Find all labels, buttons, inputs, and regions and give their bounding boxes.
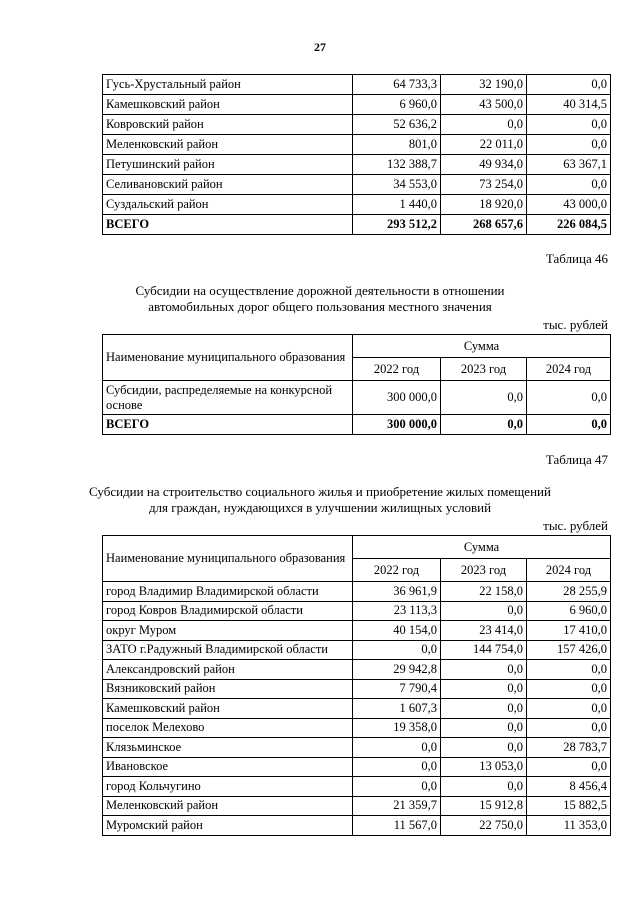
- table47-cell-name: город Владимир Владимирской области: [103, 582, 353, 602]
- table47-cell-v2: 22 158,0: [441, 582, 527, 602]
- table46-title-line1: Субсидии на осуществление дорожной деятельности в отношении: [135, 283, 505, 298]
- table46-cell-v1: 300 000,0: [353, 381, 441, 415]
- table47-cell-v2: 15 912,8: [441, 796, 527, 816]
- table47-row: [103, 757, 611, 777]
- table46-year-2024: 2024 год: [527, 358, 611, 381]
- table46-year-2022: 2022 год: [353, 358, 441, 381]
- table47-cell-name: город Ковров Владимирской области: [103, 601, 353, 621]
- table47-cell-name: Клязьминское: [103, 738, 353, 758]
- table47-cell-v2: 23 414,0: [441, 621, 527, 641]
- table46-header-sum: Сумма: [353, 335, 611, 358]
- table47-cell-v3: 28 255,9: [527, 582, 611, 602]
- table-top-cell-v2: 49 934,0: [441, 155, 527, 175]
- table47-cell-name: поселок Мелехово: [103, 718, 353, 738]
- table-top-cell-v1: 34 553,0: [353, 175, 441, 195]
- table47-row: [103, 699, 611, 719]
- table-top: [102, 74, 611, 235]
- table47-row: [103, 718, 611, 738]
- table-top-row: [103, 75, 611, 95]
- table46-header-name: Наименование муниципального образования: [103, 335, 353, 381]
- table46-total-cell-v3: 0,0: [527, 415, 611, 435]
- table-top-cell-name: Селивановский район: [103, 175, 353, 195]
- table46-total-row: [103, 415, 611, 435]
- table47-cell-v3: 0,0: [527, 699, 611, 719]
- table47-cell-v2: 0,0: [441, 777, 527, 797]
- table47-title-line2: для граждан, нуждающихся в улучшении жилищных условий: [148, 500, 492, 515]
- table47-cell-v2: 0,0: [441, 679, 527, 699]
- table47-cell-v1: 36 961,9: [353, 582, 441, 602]
- table47-title-line1: Субсидии на строительство социального жилья и приобретение жилых помещений: [89, 484, 551, 499]
- table-top-cell-v2: 0,0: [441, 115, 527, 135]
- table46-cell-v3: 0,0: [527, 381, 611, 415]
- table47-row: [103, 738, 611, 758]
- table47-cell-v3: 28 783,7: [527, 738, 611, 758]
- table-top-cell-v1: 64 733,3: [353, 75, 441, 95]
- table-top-total-cell-v3: 226 084,5: [527, 215, 611, 235]
- table47-label: Таблица 47: [545, 452, 608, 467]
- table47-cell-name: ЗАТО г.Радужный Владимирской области: [103, 640, 353, 660]
- table-top-cell-name: Суздальский район: [103, 195, 353, 215]
- table-top-cell-v3: 0,0: [527, 115, 611, 135]
- table47-cell-v3: 0,0: [527, 660, 611, 680]
- table47-row: [103, 640, 611, 660]
- table47-cell-name: округ Муром: [103, 621, 353, 641]
- table47-cell-v3: 0,0: [527, 679, 611, 699]
- table47-cell-v3: 8 456,4: [527, 777, 611, 797]
- table47-cell-v1: 19 358,0: [353, 718, 441, 738]
- table47-cell-v1: 29 942,8: [353, 660, 441, 680]
- table47-year-2022: 2022 год: [353, 559, 441, 582]
- table47-cell-v2: 0,0: [441, 699, 527, 719]
- table46-cell-v2: 0,0: [441, 381, 527, 415]
- table47-row: [103, 796, 611, 816]
- table47-cell-v3: 17 410,0: [527, 621, 611, 641]
- table47-cell-name: Ивановское: [103, 757, 353, 777]
- table-top-row: [103, 135, 611, 155]
- table47-row: [103, 777, 611, 797]
- table-top-cell-v1: 132 388,7: [353, 155, 441, 175]
- table-top-cell-v3: 40 314,5: [527, 95, 611, 115]
- page-number: 27: [314, 40, 326, 54]
- table-top-total-cell-v2: 268 657,6: [441, 215, 527, 235]
- table46-cell-name: Субсидии, распределяемые на конкурсной основе: [103, 381, 353, 415]
- table46-total-cell-v2: 0,0: [441, 415, 527, 435]
- table47-cell-v1: 0,0: [353, 757, 441, 777]
- table-top-cell-name: Камешковский район: [103, 95, 353, 115]
- table-top-cell-v1: 52 636,2: [353, 115, 441, 135]
- table47-cell-name: Меленковский район: [103, 796, 353, 816]
- table47-row: [103, 601, 611, 621]
- table46-unit: тыс. рублей: [543, 317, 608, 332]
- table47-header-sum: Сумма: [353, 536, 611, 559]
- table-top-cell-v1: 6 960,0: [353, 95, 441, 115]
- table47-cell-v2: 0,0: [441, 718, 527, 738]
- table47-row: [103, 582, 611, 602]
- table-top-cell-v1: 801,0: [353, 135, 441, 155]
- table46-year-2023: 2023 год: [441, 358, 527, 381]
- table47-year-2023: 2023 год: [441, 559, 527, 582]
- table-top-cell-v2: 18 920,0: [441, 195, 527, 215]
- table46: [102, 334, 611, 435]
- table46-row: [103, 381, 611, 415]
- table-top-cell-v3: 0,0: [527, 75, 611, 95]
- table-top-cell-v2: 73 254,0: [441, 175, 527, 195]
- table47-cell-v1: 21 359,7: [353, 796, 441, 816]
- table-top-total-cell-v1: 293 512,2: [353, 215, 441, 235]
- table47-cell-v2: 144 754,0: [441, 640, 527, 660]
- table47-cell-name: Муромский район: [103, 816, 353, 836]
- table-top-cell-name: Меленковский район: [103, 135, 353, 155]
- table47-cell-name: Вязниковский район: [103, 679, 353, 699]
- table47-unit: тыс. рублей: [543, 518, 608, 533]
- table-top-cell-v3: 63 367,1: [527, 155, 611, 175]
- table47-cell-v2: 13 053,0: [441, 757, 527, 777]
- table-top-cell-v3: 0,0: [527, 175, 611, 195]
- table47-row: [103, 621, 611, 641]
- table47-cell-v3: 6 960,0: [527, 601, 611, 621]
- table47-cell-v2: 22 750,0: [441, 816, 527, 836]
- table46-label: Таблица 46: [545, 251, 608, 266]
- table47-row: [103, 816, 611, 836]
- table47-cell-v1: 23 113,3: [353, 601, 441, 621]
- table47-cell-v3: 15 882,5: [527, 796, 611, 816]
- table-top-cell-name: Петушинский район: [103, 155, 353, 175]
- table47-header-name: Наименование муниципального образования: [103, 536, 353, 582]
- table-top-cell-v2: 22 011,0: [441, 135, 527, 155]
- table47-cell-v3: 0,0: [527, 718, 611, 738]
- table47-cell-name: Камешковский район: [103, 699, 353, 719]
- table-top-cell-name: Ковровский район: [103, 115, 353, 135]
- table47-cell-name: Александровский район: [103, 660, 353, 680]
- table-top-row: [103, 155, 611, 175]
- table47-cell-v2: 0,0: [441, 660, 527, 680]
- table-top-row: [103, 175, 611, 195]
- table-top-total-row: [103, 215, 611, 235]
- table-top-cell-v1: 1 440,0: [353, 195, 441, 215]
- table47-cell-v2: 0,0: [441, 601, 527, 621]
- table47-year-2024: 2024 год: [527, 559, 611, 582]
- table-top-cell-v3: 0,0: [527, 135, 611, 155]
- table47-cell-v2: 0,0: [441, 738, 527, 758]
- table46-total-cell-v1: 300 000,0: [353, 415, 441, 435]
- table47: [102, 535, 611, 836]
- table46-title-line2: автомобильных дорог общего пользования местного значения: [148, 299, 492, 314]
- table47-cell-v1: 1 607,3: [353, 699, 441, 719]
- table47-cell-name: город Кольчугино: [103, 777, 353, 797]
- table47-cell-v3: 0,0: [527, 757, 611, 777]
- table47-cell-v1: 0,0: [353, 777, 441, 797]
- table46-total-cell-name: ВСЕГО: [103, 415, 353, 435]
- table47-row: [103, 679, 611, 699]
- table-top-row: [103, 115, 611, 135]
- table47-cell-v1: 0,0: [353, 640, 441, 660]
- table-top-cell-v2: 43 500,0: [441, 95, 527, 115]
- table-top-row: [103, 195, 611, 215]
- table47-cell-v3: 11 353,0: [527, 816, 611, 836]
- table47-row: [103, 660, 611, 680]
- table-top-cell-name: Гусь-Хрустальный район: [103, 75, 353, 95]
- table47-cell-v1: 7 790,4: [353, 679, 441, 699]
- table47-cell-v1: 40 154,0: [353, 621, 441, 641]
- table47-cell-v3: 157 426,0: [527, 640, 611, 660]
- table47-cell-v1: 0,0: [353, 738, 441, 758]
- table-top-row: [103, 95, 611, 115]
- table-top-cell-v2: 32 190,0: [441, 75, 527, 95]
- table-top-cell-v3: 43 000,0: [527, 195, 611, 215]
- table-top-total-cell-name: ВСЕГО: [103, 215, 353, 235]
- table47-cell-v1: 11 567,0: [353, 816, 441, 836]
